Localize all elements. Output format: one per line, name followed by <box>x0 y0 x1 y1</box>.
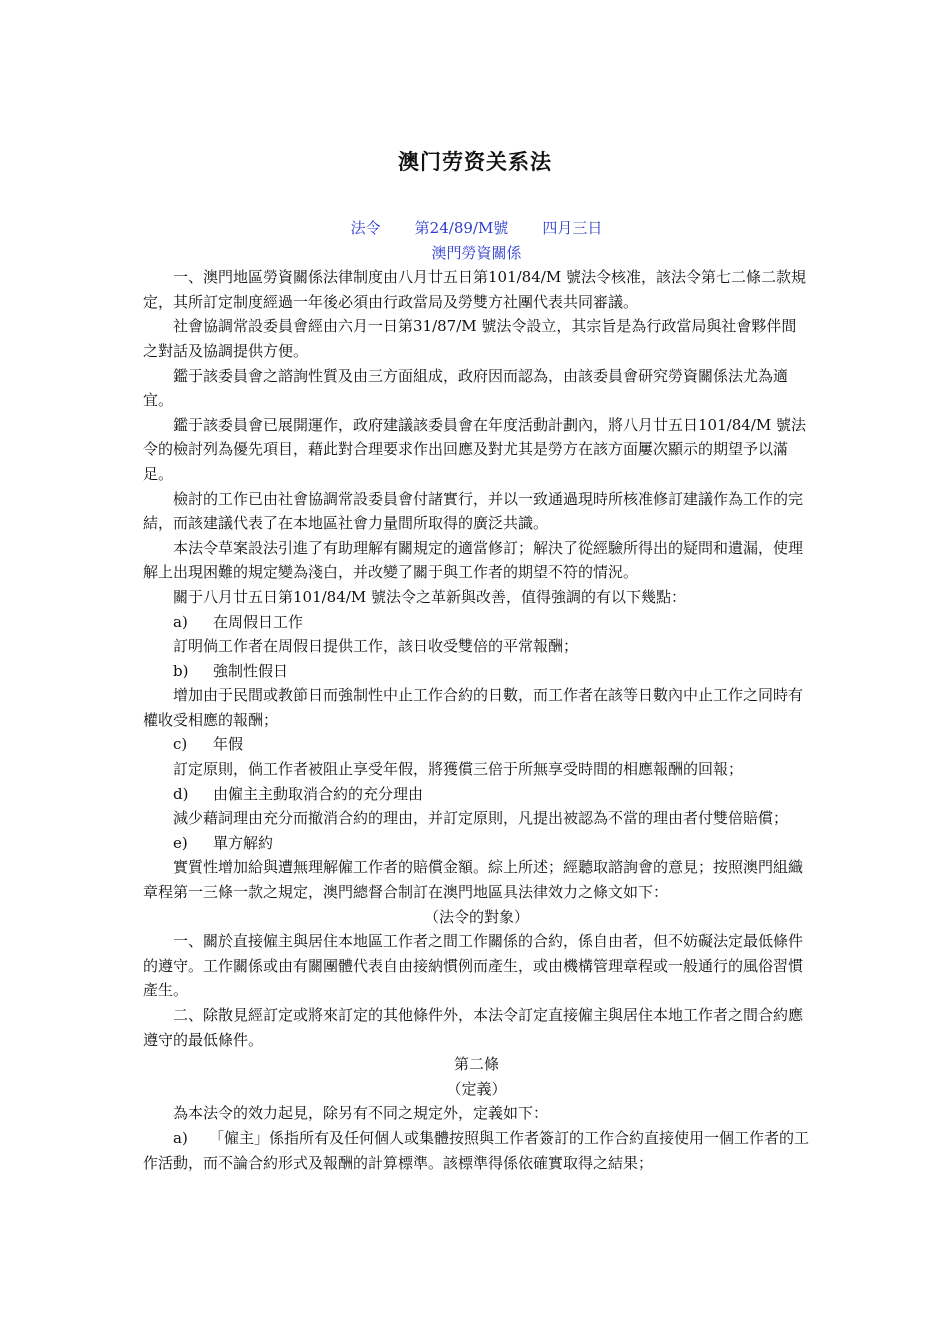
document-body <box>143 216 810 1175</box>
point-text: 訂定原則，倘工作者被阻止享受年假，將獲償三倍于所無享受時間的相應報酬的回報； <box>173 760 744 779</box>
point-heading <box>143 831 810 856</box>
point-tag: e) <box>173 833 188 852</box>
definition-text: 「僱主」係指所有及任何個人或集體按照與工作者簽訂的工作合約直接使用一個工作者的工作活動，而不論合約形式及報酬的計算標準。該標準得係依確實取得之結果； <box>143 1128 810 1172</box>
article-paragraph: 二、除散見經訂定或將來訂定的其他條件外，本法令訂定直接僱主與居住本地工作者之間合約應遵守的最低條件。 <box>143 1006 804 1049</box>
point-heading <box>143 732 810 757</box>
point-tag: a) <box>173 612 188 631</box>
paragraph: 一、澳門地區勞資關係法律制度由八月廿五日第101/84/M 號法令核准，該法令第七二條二款規定，其所訂定制度經過一年後必須由行政當局及勞雙方社團代表共同審議。 <box>143 268 806 311</box>
point-heading <box>143 610 810 635</box>
paragraph: 關于八月廿五日第101/84/M 號法令之革新與改善，值得強調的有以下幾點： <box>173 587 686 606</box>
closing-paragraph: 實質性增加給與遭無理解僱工作者的賠償金額。綜上所述；經聽取諮詢會的意見；按照澳門組織章程第一三條一款之規定，澳門總督合制訂在澳門地區具法律效力之條文如下： <box>143 858 804 902</box>
paragraph: 檢討的工作已由社會協調常設委員會付諸實行，并以一致通過現時所核准修訂建議作為工作的完結，而該建議代表了在本地區社會力量間所取得的廣泛共識。 <box>143 489 804 533</box>
article-heading: （法令的對象） <box>423 907 529 926</box>
document-title: 澳门劳资关系法 <box>398 149 552 174</box>
point-heading <box>143 659 810 684</box>
article-intro: 為本法令的效力起見，除另有不同之規定外，定義如下： <box>173 1104 549 1123</box>
paragraph: 社會協調常設委員會經由六月一日第31/87/M 號法令設立，其宗旨是為行政當局與社會夥伴間之對話及協調提供方便。 <box>143 317 797 360</box>
point-title: 強制性假日 <box>213 661 289 680</box>
point-heading <box>143 782 810 807</box>
paragraph: 鑑于該委員會已展開運作，政府建議該委員會在年度活動計劃內，將八月廿五日101/84/M 號法令的檢討列為優先項目，藉此對合理要求作出回應及對尤其是勞方在該方面屢次顯示的期望予以滿足。 <box>143 415 806 483</box>
point-text: 增加由于民間或教節日而強制性中止工作合約的日數，而工作者在該等日數內中止工作之同時有權收受相應的報酬； <box>143 686 804 729</box>
point-title: 年假 <box>213 735 244 754</box>
paragraph: 本法令草案設法引進了有助理解有關規定的適當修訂；解決了從經驗所得出的疑問和遺漏，使理解上出現困難的規定變為淺白，并改變了關于與工作者的期望不符的情況。 <box>143 538 804 582</box>
point-tag: d) <box>173 784 189 803</box>
point-text: 減少藉詞理由充分而撤消合約的理由，并訂定原則，凡提出被認為不當的理由者付雙倍賠償； <box>173 809 789 828</box>
point-title: 單方解約 <box>213 833 274 852</box>
decree-number: 第24/89/M號 <box>414 219 509 237</box>
decree-date: 四月三日 <box>542 219 603 237</box>
decree-header <box>143 216 810 241</box>
article-heading: （定義） <box>446 1079 507 1098</box>
point-text: 訂明倘工作者在周假日提供工作，該日收受雙倍的平常報酬； <box>173 637 579 656</box>
definition-item <box>143 1126 810 1175</box>
point-tag: b) <box>173 661 189 680</box>
paragraph: 鑑于該委員會之諮詢性質及由三方面組成，政府因而認為，由該委員會研究勞資關係法尤為適宜。 <box>143 366 789 410</box>
decree-type: 法令 <box>350 219 381 237</box>
decree-subtitle: 澳門勞資關係 <box>431 243 522 262</box>
definition-tag: a) <box>173 1128 188 1147</box>
article-number: 第二條 <box>453 1055 499 1074</box>
point-title: 在周假日工作 <box>213 612 304 631</box>
point-tag: c) <box>173 735 188 754</box>
point-title: 由僱主主動取消合約的充分理由 <box>213 784 424 803</box>
article-paragraph: 一、關於直接僱主與居住本地區工作者之間工作關係的合約，係自由者，但不妨礙法定最低條件的遵守。工作關係或由有關團體代表自由接納慣例而產生，或由機構管理章程或一般通行的風俗習慣產生。 <box>143 932 804 1000</box>
